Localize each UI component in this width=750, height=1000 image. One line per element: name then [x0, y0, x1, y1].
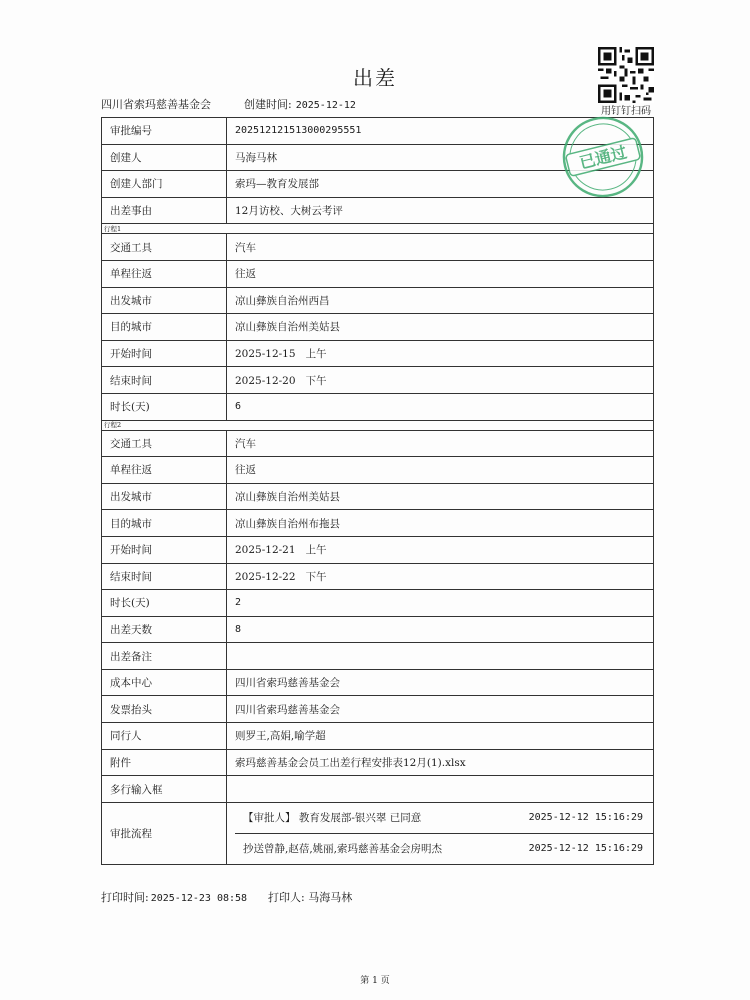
trip2-transport: 汽车 [227, 430, 654, 457]
qr-code-icon [598, 47, 654, 103]
reason-value: 12月访校、大树云考评 [227, 197, 654, 224]
trip1-start-date: 2025-12-15 [235, 348, 296, 361]
table-row [102, 393, 654, 420]
field-label: 出发城市 [102, 287, 227, 314]
trip-days-value: 8 [227, 616, 654, 643]
trip1-one-way: 往返 [227, 260, 654, 287]
field-label: 开始时间 [102, 340, 227, 367]
field-label: 附件 [102, 749, 227, 776]
page-number: 第 1 页 [360, 976, 390, 986]
table-row [102, 643, 654, 670]
print-time [101, 889, 247, 905]
created-time-label: 创建时间: [244, 98, 292, 111]
trip2-end-date: 2025-12-22 [235, 570, 296, 583]
trip1-duration: 6 [227, 393, 654, 420]
trip1-start [227, 340, 654, 367]
table-row [102, 260, 654, 287]
table-row [102, 616, 654, 643]
trip2-end [227, 563, 654, 590]
invoice-title-value: 四川省索玛慈善基金会 [227, 696, 654, 723]
approval-table [101, 117, 654, 865]
trip2-one-way: 往返 [227, 457, 654, 484]
trip1-from-city: 凉山彝族自治州西昌 [227, 287, 654, 314]
field-label: 同行人 [102, 723, 227, 750]
trip1-to-city: 凉山彝族自治州美姑县 [227, 314, 654, 341]
field-label: 结束时间 [102, 563, 227, 590]
table-row [102, 287, 654, 314]
field-label: 时长(天) [102, 393, 227, 420]
table-row [102, 234, 654, 261]
trip2-from-city: 凉山彝族自治州美姑县 [227, 483, 654, 510]
table-row [102, 367, 654, 394]
trip2-to-city: 凉山彝族自治州布拖县 [227, 510, 654, 537]
field-label: 创建人 [102, 144, 227, 171]
field-label: 出差备注 [102, 643, 227, 670]
section-header [102, 420, 654, 430]
companions-value: 则罗王,高娟,喻学超 [227, 723, 654, 750]
table-row [102, 802, 654, 864]
table-row [102, 457, 654, 484]
remark-value [227, 643, 654, 670]
print-time-value: 2025-12-23 08:58 [150, 893, 248, 904]
table-row [102, 563, 654, 590]
table-row [102, 749, 654, 776]
trip1-end-period: 下午 [305, 374, 327, 387]
printer: 打印人: 马海马林 [268, 891, 353, 904]
trip1-transport: 汽车 [227, 234, 654, 261]
document-title: 出差 [353, 66, 397, 90]
trip2-section-label: 行程2 [104, 421, 122, 430]
creator-value: 马海马林 [227, 144, 654, 171]
trip2-start-date: 2025-12-21 [235, 544, 296, 557]
stamp-text: 已通过 [577, 142, 629, 173]
field-label: 交通工具 [102, 430, 227, 457]
table-row [102, 723, 654, 750]
field-label: 审批编号 [102, 118, 227, 145]
field-label: 单程往返 [102, 457, 227, 484]
field-label: 单程往返 [102, 260, 227, 287]
trip1-section-label: 行程1 [104, 224, 122, 233]
trip2-duration: 2 [227, 590, 654, 617]
field-label: 出差天数 [102, 616, 227, 643]
table-row [102, 536, 654, 563]
field-label: 出差事由 [102, 197, 227, 224]
field-label: 多行输入框 [102, 776, 227, 803]
field-label: 时长(天) [102, 590, 227, 617]
cc-text: 抄送曾静,赵蓓,姚丽,索玛慈善基金会房明杰 [243, 843, 443, 856]
approval-flow [227, 802, 654, 864]
table-row [102, 483, 654, 510]
field-label: 交通工具 [102, 234, 227, 261]
approval-number: 202512121513000295551 [227, 118, 654, 145]
table-row [102, 669, 654, 696]
cc-entry [235, 833, 653, 864]
print-time-label: 打印时间: [101, 891, 149, 904]
table-row [102, 510, 654, 537]
trip1-end [227, 367, 654, 394]
trip2-start [227, 536, 654, 563]
qr-code[interactable] [598, 47, 654, 103]
organization-name: 四川省索玛慈善基金会 [101, 98, 211, 111]
field-label: 发票抬头 [102, 696, 227, 723]
table-row [102, 430, 654, 457]
table-row [102, 340, 654, 367]
section-header [102, 224, 654, 234]
multiline-value [227, 776, 654, 803]
field-label: 目的城市 [102, 314, 227, 341]
cost-center-value: 四川省索玛慈善基金会 [227, 669, 654, 696]
field-label: 审批流程 [102, 802, 227, 864]
field-label: 目的城市 [102, 510, 227, 537]
cc-time: 2025-12-12 15:16:29 [528, 843, 643, 855]
table-row [102, 776, 654, 803]
trip1-end-date: 2025-12-20 [235, 374, 296, 387]
field-label: 成本中心 [102, 669, 227, 696]
trip2-start-period: 上午 [305, 544, 327, 557]
field-label: 结束时间 [102, 367, 227, 394]
table-row [102, 696, 654, 723]
approver-time: 2025-12-12 15:16:29 [528, 812, 643, 824]
created-time [244, 96, 356, 112]
field-label: 创建人部门 [102, 171, 227, 198]
table-row [102, 314, 654, 341]
trip2-end-period: 下午 [305, 570, 327, 583]
approver-entry [235, 803, 653, 833]
field-label: 开始时间 [102, 536, 227, 563]
trip1-start-period: 上午 [305, 348, 327, 361]
qr-code-label: 用钉钉扫码 [601, 106, 651, 117]
approver-text: 【审批人】 教育发展部-银兴翠 已同意 [243, 812, 422, 825]
field-label: 出发城市 [102, 483, 227, 510]
attachment-link[interactable]: 索玛慈善基金会员工出差行程安排表12月(1).xlsx [227, 749, 654, 776]
created-time-value: 2025-12-12 [295, 100, 356, 111]
table-row [102, 590, 654, 617]
creator-dept-value: 索玛—教育发展部 [227, 171, 654, 198]
